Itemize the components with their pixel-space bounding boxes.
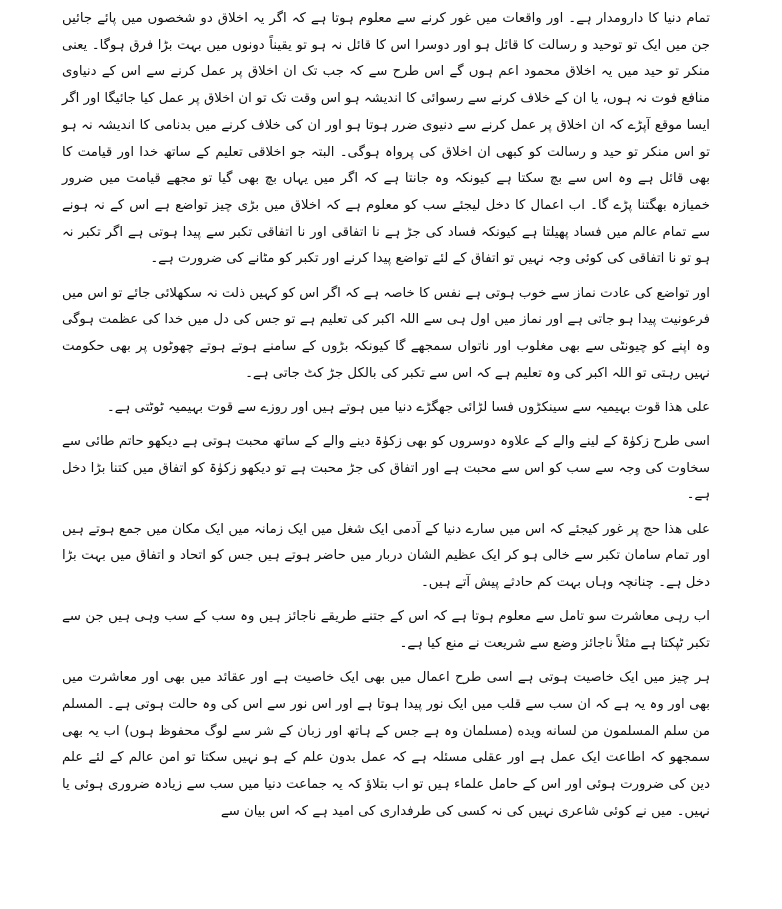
- paragraph-hajj: علی ھذا حج پر غور کیجئے کہ اس میں سارے دنیا کے آدمی ایک شغل میں ایک زمانہ میں ایک مکان میں جمع ہوتے ہیں اور تمام سامان تکبر سے خالی ہو کر ایک عظیم الشان دربار میں حاضر ہوتے ہیں جس کو اتحاد و اتفاق میں بہت بڑا دخل ہے۔ چنانچہ وہاں بہت کم حادثے پیش آتے ہیں۔: [62, 521, 710, 591]
- paragraph-social-conduct: اب رہی معاشرت سو تامل سے معلوم ہوتا ہے کہ اس کے جتنے طریقے ناجائز ہیں وہ سب کے سب وہی ہیں جن سے تکبر ٹپکتا ہے مثلاً ناجائز وضع سے شریعت نے منع کیا ہے۔: [62, 609, 710, 651]
- paragraph-humility-prayer: اور تواضع کی عادت نماز سے خوب ہوتی ہے نفس کا خاصہ ہے کہ اگر اس کو کہیں ذلت نہ سکھلائی جائے تو اس میں فرعونیت پیدا ہو جاتی ہے اور نماز میں اول ہی سے اللہ اکبر کی تعلیم ہے تو جس کی دل میں خدا کی عظمت ہوگی وہ اپنے کو چیونٹی سے بھی مغلوب اور ناتواں سمجھے گا کیونکہ بڑوں کے سامنے ہوتے ہوتے چھوٹوں پر بھی حکومت نہیں رہتی تو اللہ اکبر کی وہ تعلیم ہے کہ اس سے تکبر کی بالکل جڑ کٹ جاتی ہے۔: [62, 285, 710, 381]
- paragraph-intro: تمام دنیا کا دارومدار ہے۔ اور واقعات میں غور کرنے سے معلوم ہوتا ہے کہ اگر یہ اخلاق دو شخصوں میں پائے جائیں جن میں ایک تو توحید و رسالت کا قائل ہو اور دوسرا اس کا قائل نہ ہو تو یقیناً دونوں میں بہت بڑا فرق ہوگا۔ یعنی منکر تو حید میں یہ اخلاق محمود اعم ہوں گے اس طرح سے کہ جب تک ان اخلاق پر عمل کرنے سے اس کے دنیاوی منافع فوت نہ ہوں، یا ان کے خلاف کرنے سے رسوائی کا اندیشہ ہو اس وقت تک تو ان اخلاق پر عمل کیا جائیگا اور اگر ایسا موقع آپڑے کہ ان اخلاق پر عمل کرنے سے دنیوی ضرر ہوتا ہو اور ان کی خلاف کرنے میں بدنامی کا اندیشہ نہ ہو تو اس منکر تو حید و رسالت کو کبھی ان اخلاق کی پرواہ ہوگی۔ البتہ جو اخلاقی تعلیم کے ساتھ خدا اور قیامت کا بھی قائل ہے وہ اس سے بچ سکتا ہے کیونکہ وہ جانتا ہے کہ اگر میں یہاں بچ بھی گیا تو مجھے قیامت میں ضرور خمیازہ بھگتنا پڑے گا۔ اب اعمال کا دخل لیجئے سب کو معلوم ہے کہ اخلاق میں بڑی چیز تواضع ہے اس کے نہ ہونے سے تمام عالم میں فساد پھیلتا ہے کیونکہ فساد کی جڑ ہے نا اتفاقی اور نا اتفاقی تکبر سے پیدا ہوتی ہے اگر تکبر نہ ہو تو نا اتفاقی کی کوئی وجہ نہیں تو اتفاق کے لئے تواضع پیدا کرنے اور تکبر کو مٹانے کی ضرورت ہے۔: [62, 11, 710, 267]
- paragraph-zakat: اسی طرح زکوٰۃ کے لینے والے کے علاوہ دوسروں کو بھی زکوٰۃ دینے والے کے ساتھ محبت ہوتی ہے دیکھو حاتم طائی سے سخاوت کی وجہ سے سب کو اس سے محبت ہے اور اتفاق کی جڑ محبت ہے تو دیکھو زکوٰۃ کو اتفاق میں کتنا بڑا دخل ہے۔: [62, 434, 710, 503]
- document-page: [62, 6, 710, 833]
- paragraph-fasting: علی ھذا قوت بہیمیہ سے سینکڑوں فسا لڑائی جھگڑے دنیا میں ہوتے ہیں اور روزے سے قوت بہیمیہ ٹوٹتی ہے۔: [106, 399, 710, 415]
- paragraph-knowledge: ہر چیز میں ایک خاصیت ہوتی ہے اسی طرح اعمال میں بھی ایک خاصیت ہے اور عقائد میں بھی اور معاشرت میں بھی اور وہ یہ ہے کہ ان سب سے قلب میں ایک نور پیدا ہوتا ہے اور اس نور سے اس کی وہ حالت ہوتی ہے۔ المسلم من سلم المسلمون من لسانه ویده (مسلمان وہ ہے جس کے ہاتھ اور زبان کے شر سے لوگ محفوظ ہوں) اب یہ بھی سمجھو کہ اطاعت ایک عمل ہے اور عقلی مسئلہ ہے کہ عمل بدون علم کے ہو نہیں سکتا تو امن عالم کے لئے علم دین کی ضرورت ہوئی اور اس کے حامل علماء ہیں تو اب بتلاؤ کہ یہ جماعت دنیا میں سب سے زیادہ ضروری ہوئی یا نہیں۔ میں نے کوئی شاعری نہیں کی نہ کسی کی طرفداری کی امید ہے کہ اس بیان سے: [62, 670, 710, 819]
